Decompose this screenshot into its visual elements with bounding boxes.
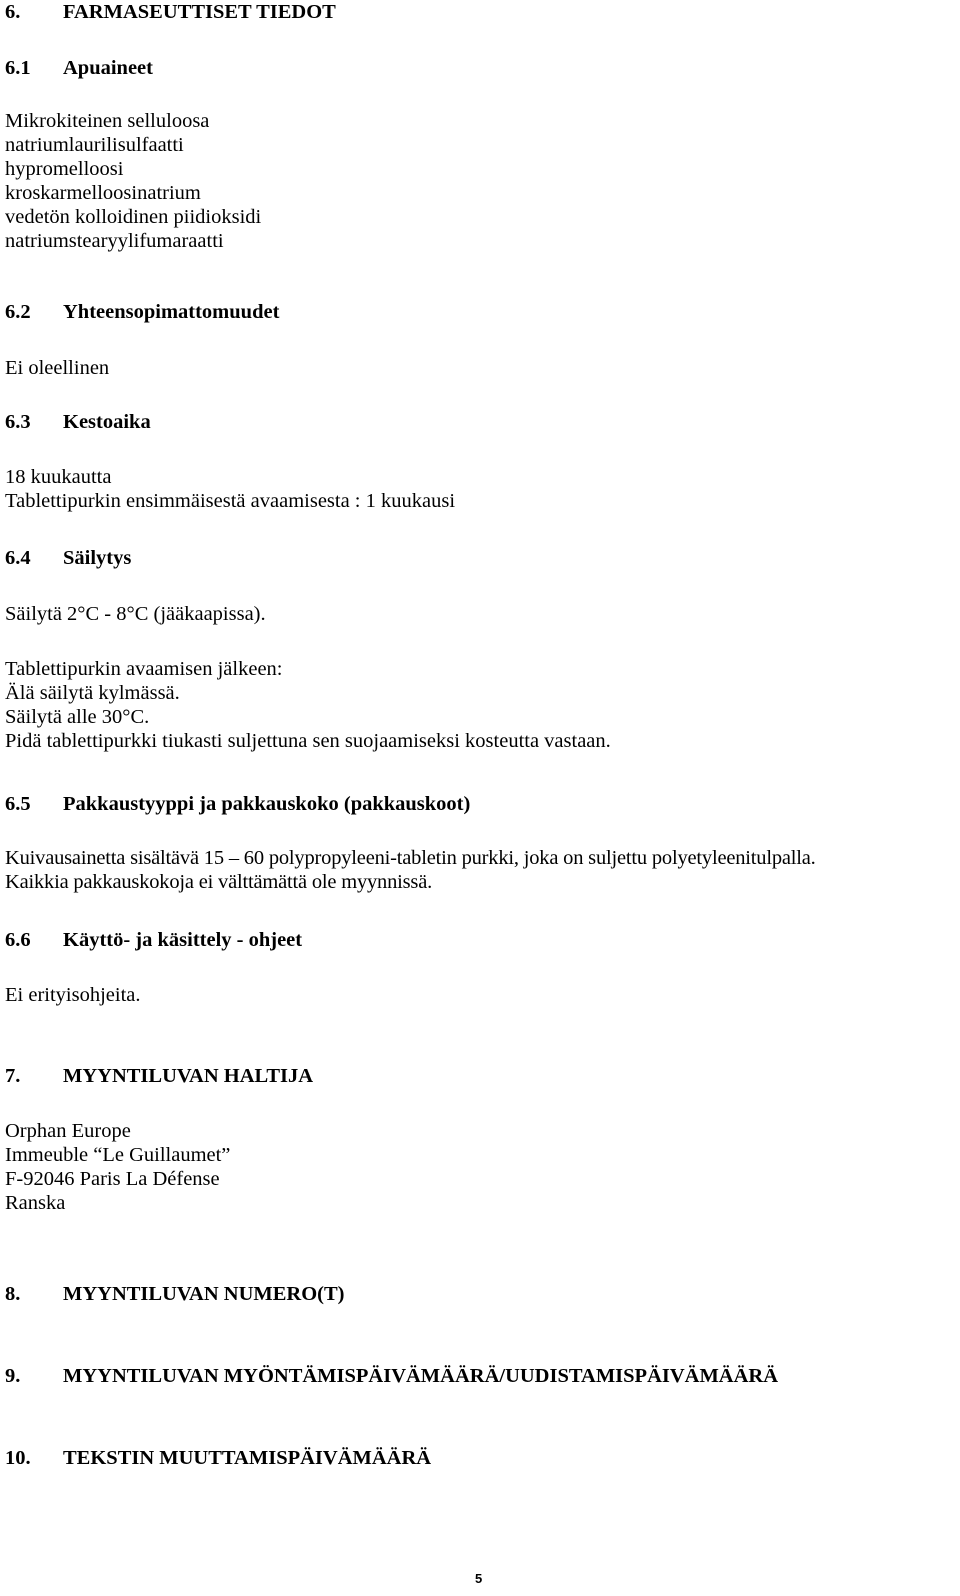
section-heading-6: 6. FARMASEUTTISET TIEDOT <box>5 1 336 23</box>
text-line: vedetön kolloidinen piidioksidi <box>5 206 262 228</box>
text-line: Ei erityisohjeita. <box>5 984 141 1006</box>
package-lines <box>5 846 816 894</box>
section-heading-7: 7. MYYNTILUVAN HALTIJA <box>5 1065 314 1087</box>
text-line: kroskarmelloosinatrium <box>5 182 201 204</box>
section-heading-6-3: 6.3 Kestoaika <box>5 411 151 433</box>
section-heading-9: 9. MYYNTILUVAN MYÖNTÄMISPÄIVÄMÄÄRÄ/UUDISTAMISPÄIVÄMÄÄRÄ <box>5 1365 779 1387</box>
text-line: Pidä tablettipurkki tiukasti suljettuna sen suojaamiseksi kosteutta vastaan. <box>5 730 611 752</box>
page-number: 5 <box>475 1571 483 1586</box>
section-heading-6-2: 6.2 Yhteensopimattomuudet <box>5 301 280 323</box>
text-line: 18 kuukautta <box>5 466 112 488</box>
text-line: Immeuble “Le Guillaumet” <box>5 1144 231 1166</box>
text-line: Säilytä 2°C - 8°C (jääkaapissa). <box>5 603 266 625</box>
storage-lines <box>5 657 611 753</box>
text-line: Säilytä alle 30°C. <box>5 706 150 728</box>
excipients-list <box>5 109 261 253</box>
section-heading-6-6: 6.6 Käyttö- ja käsittely - ohjeet <box>5 929 303 951</box>
text-line: Tablettipurkin avaamisen jälkeen: <box>5 658 283 680</box>
section-heading-6-5: 6.5 Pakkaustyyppi ja pakkauskoko (pakkauskoot) <box>5 793 471 815</box>
text-line: Mikrokiteinen selluloosa <box>5 110 210 132</box>
section-heading-6-1: 6.1 Apuaineet <box>5 57 153 79</box>
section-heading-10: 10. TEKSTIN MUUTTAMISPÄIVÄMÄÄRÄ <box>5 1447 432 1469</box>
text-line: natriumstearyylifumaraatti <box>5 230 224 252</box>
text-line: Tablettipurkin ensimmäisestä avaamisesta : 1 kuukausi <box>5 490 456 512</box>
section-heading-6-4: 6.4 Säilytys <box>5 547 132 569</box>
text-line: Orphan Europe <box>5 1120 131 1142</box>
text-line: Ei oleellinen <box>5 357 110 379</box>
text-line: Kuivausainetta sisältävä 15 – 60 polypropyleeni-tabletin purkki, joka on suljettu polyetyleenitulpalla. <box>5 847 816 869</box>
section-heading-8: 8. MYYNTILUVAN NUMERO(T) <box>5 1283 345 1305</box>
text-line: hypromelloosi <box>5 158 124 180</box>
text-line: Ranska <box>5 1192 66 1214</box>
text-line: Älä säilytä kylmässä. <box>5 682 180 704</box>
shelf-life-lines <box>5 465 455 513</box>
text-line: Kaikkia pakkauskokoja ei välttämättä ole myynnissä. <box>5 871 433 893</box>
holder-address <box>5 1119 230 1215</box>
text-line: natriumlaurilisulfaatti <box>5 134 184 156</box>
text-line: F-92046 Paris La Défense <box>5 1168 220 1190</box>
